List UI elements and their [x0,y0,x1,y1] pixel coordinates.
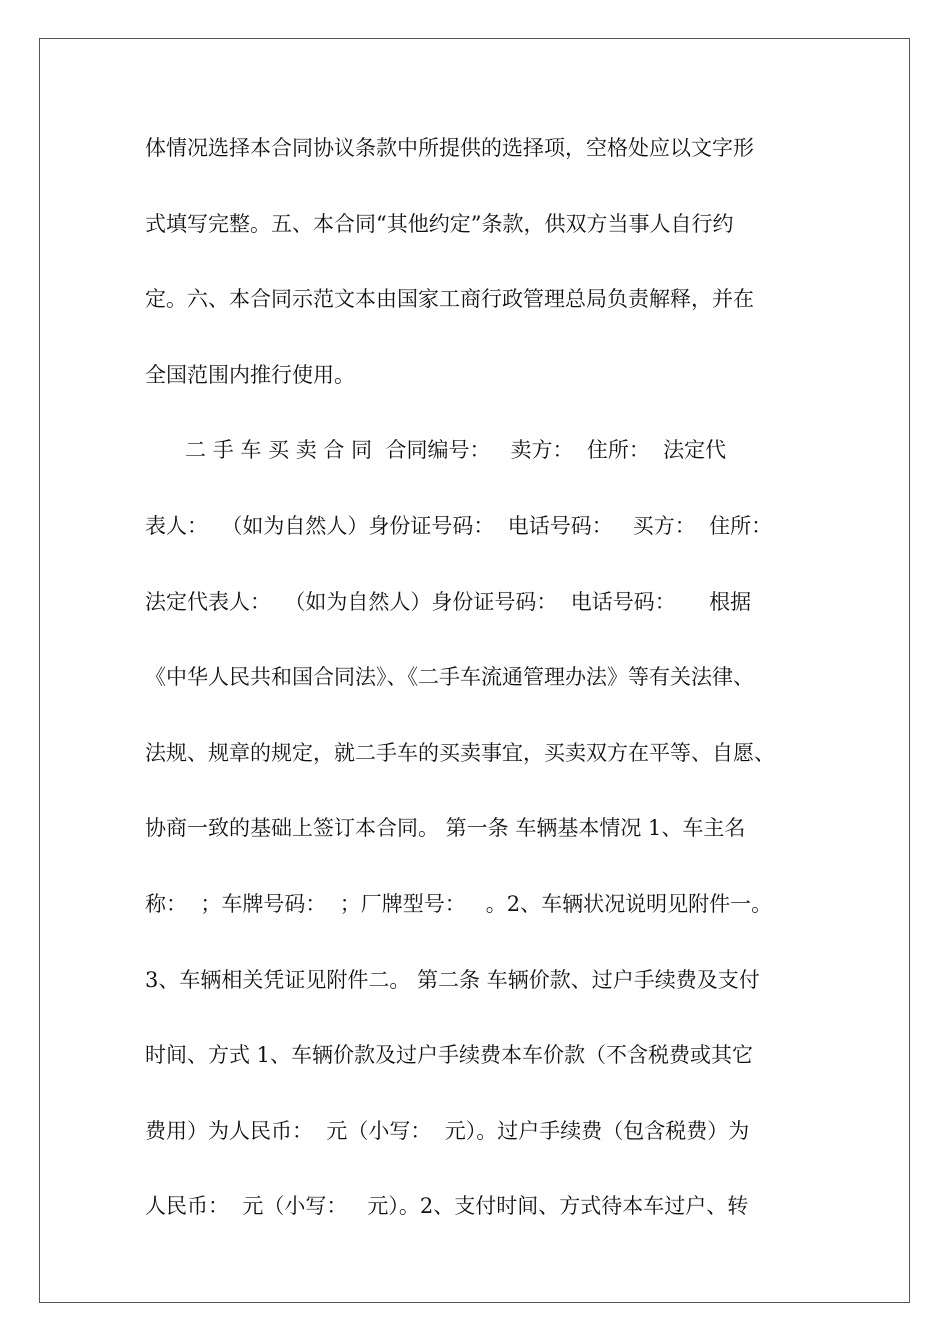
text-line: 法规、规章的规定，就二手车的买卖事宜，买卖双方在平等、自愿、 [145,740,775,765]
text-line: 3、车辆相关凭证见附件二。 第二条 车辆价款、过户手续费及支付 [145,967,760,992]
text-line: 定。六、本合同示范文本由国家工商行政管理总局负责解释，并在 [145,287,754,312]
text-line: 协商一致的基础上签订本合同。 第一条 车辆基本情况 1、车主名 [145,816,746,841]
contract-title-line: 二 手 车 买 卖 合 同 合同编号： 卖方： 住所： 法定代 [145,438,727,463]
text-line: 《中华人民共和国合同法》、《二手车流通管理办法》等有关法律、 [145,665,754,690]
text-line: 时间、方式 1、车辆价款及过户手续费本车价款（不含税费或其它 [145,1043,754,1068]
text-line: 法定代表人： （如为自然人）身份证号码： 电话号码： 根据 [145,589,752,614]
text-line: 体情况选择本合同协议条款中所提供的选择项，空格处应以文字形 [145,136,754,160]
text-line: 费用）为人民币： 元（小写： 元）。过户手续费（包含税费）为 [145,1118,750,1143]
text-line: 式填写完整。五、本合同“其他约定”条款，供双方当事人自行约 [145,211,734,236]
text-line: 称： ；车牌号码： ；厂牌型号： 。2、车辆状况说明见附件一。 [145,891,773,916]
text-line: 人民币： 元（小写： 元）。2、支付时间、方式待本车过户、转 [145,1194,749,1219]
document-body [145,122,813,1256]
text-line: 全国范围内推行使用。 [145,362,355,387]
text-line: 表人： （如为自然人）身份证号码： 电话号码： 买方： 住所： [145,513,773,538]
